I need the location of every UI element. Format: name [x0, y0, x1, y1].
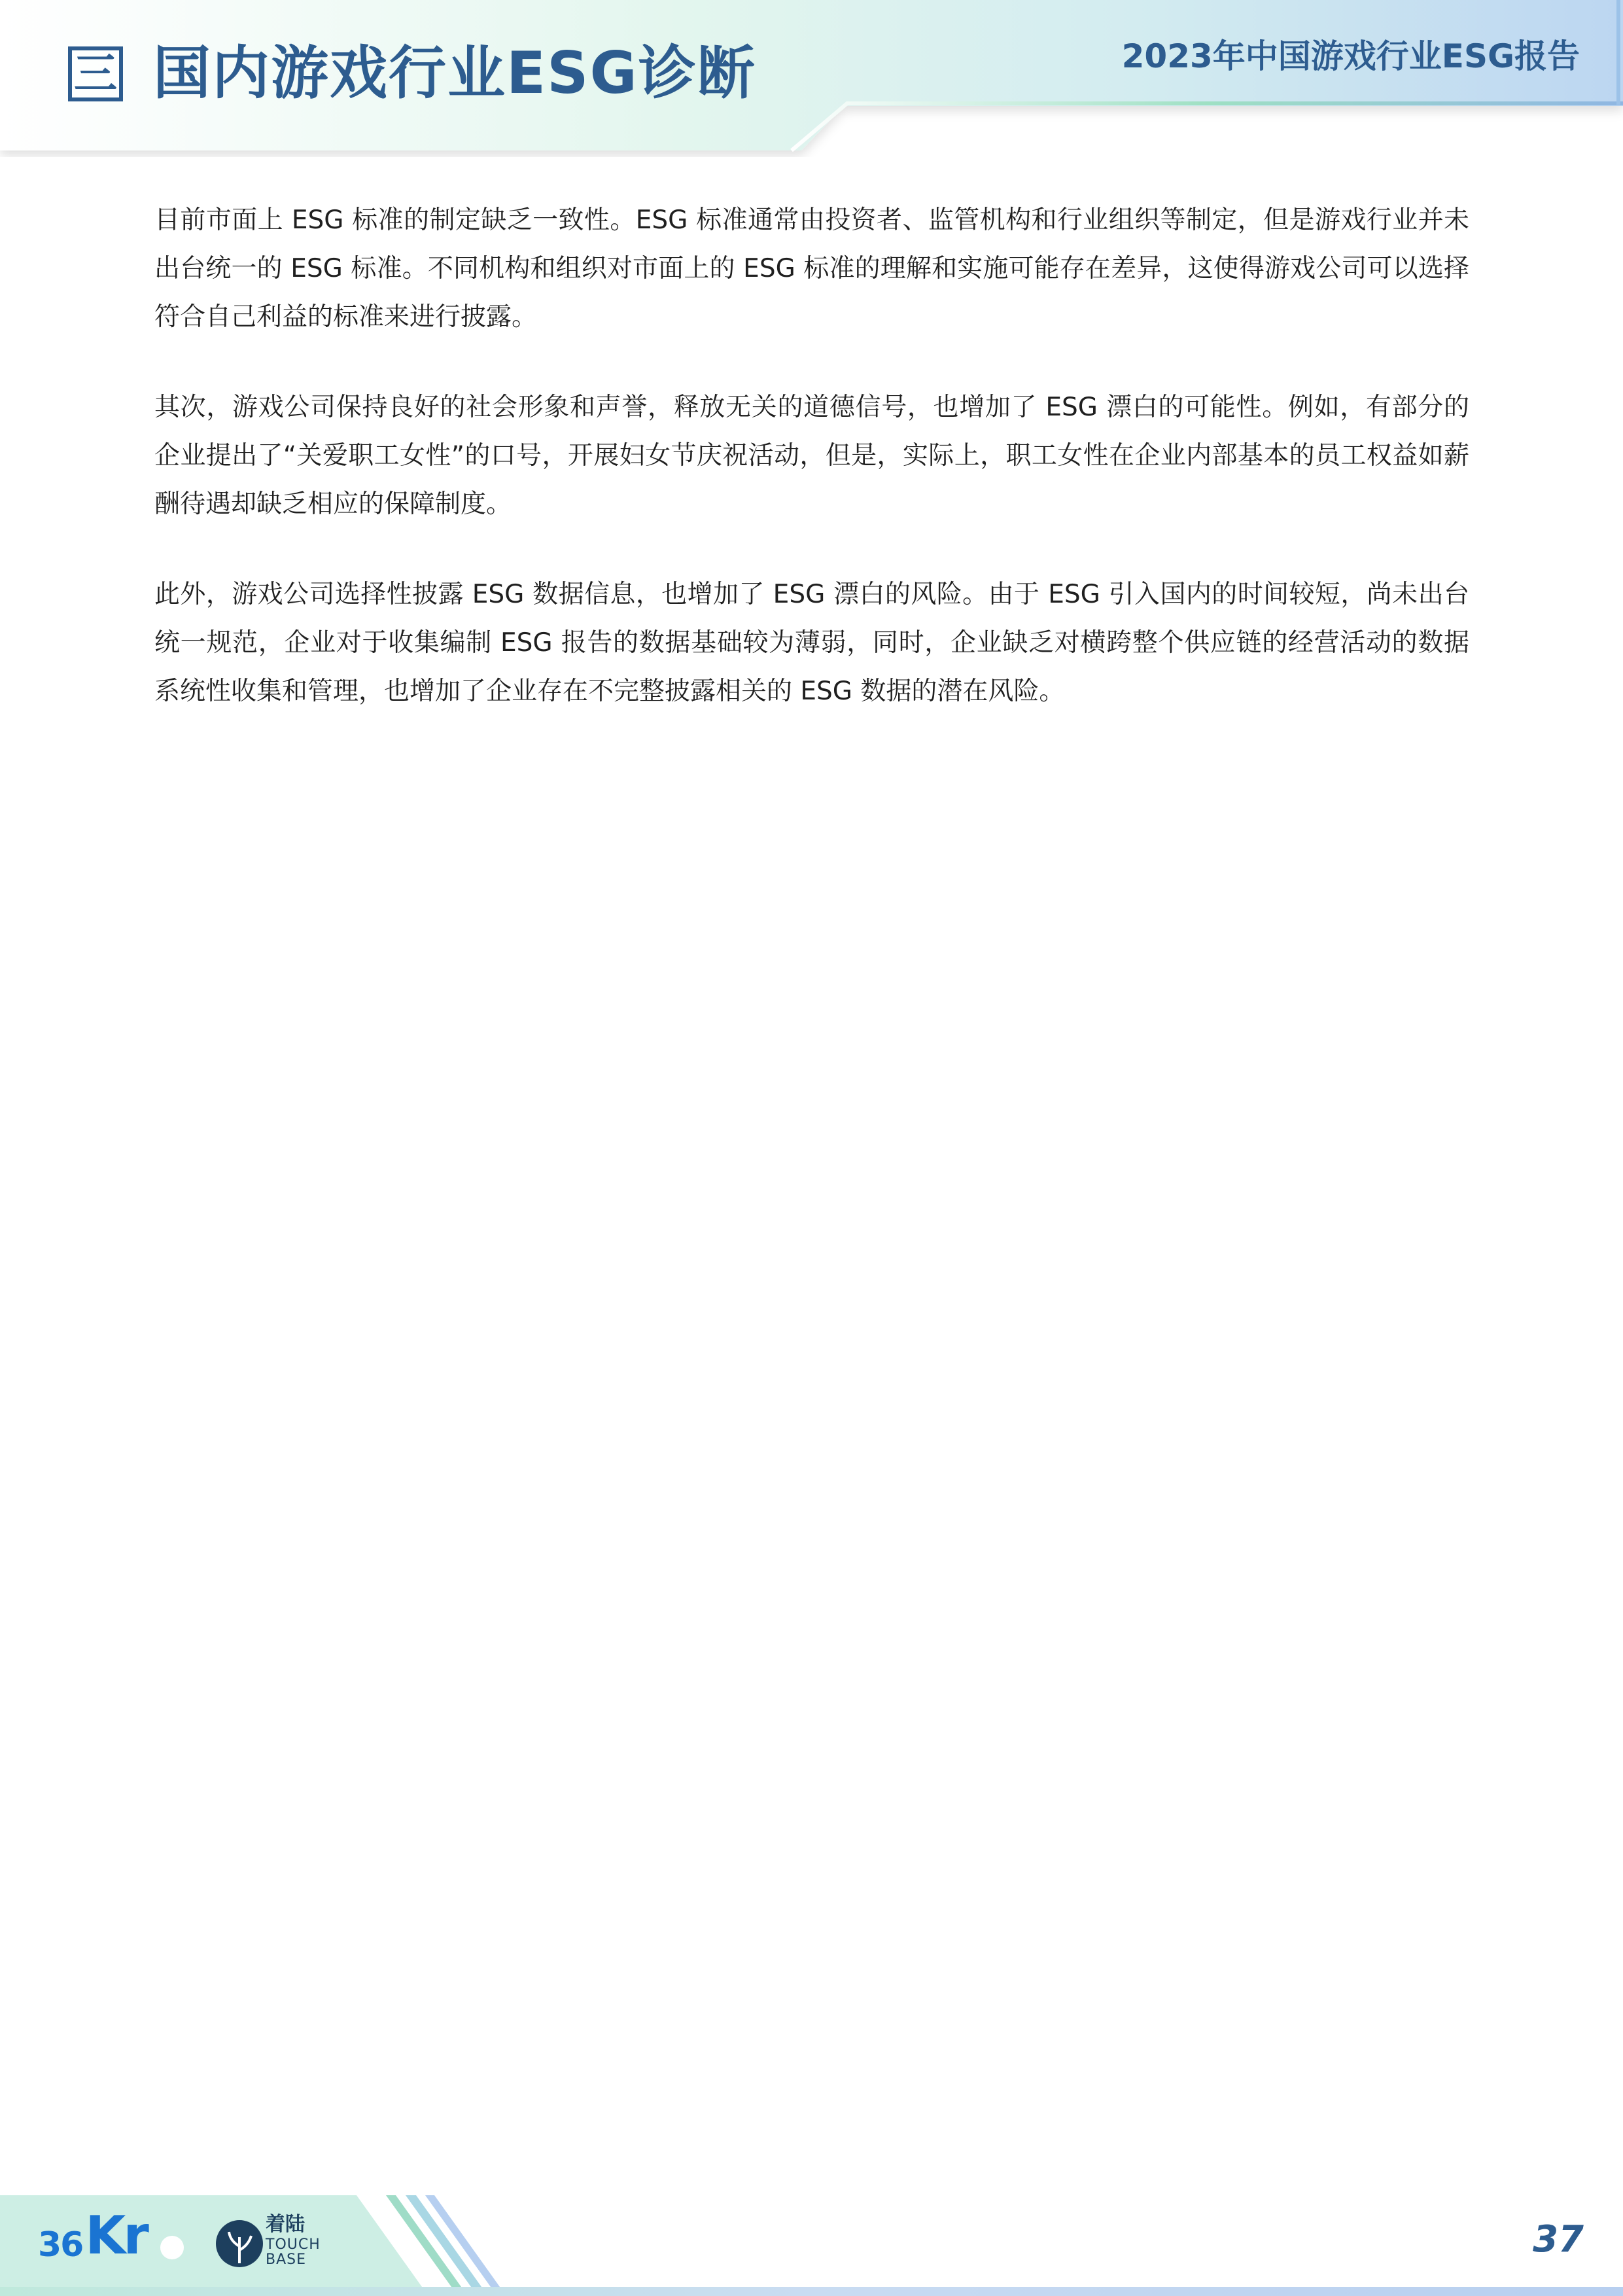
36kr-logo-number: 36: [38, 2225, 83, 2265]
paragraph-3: 此外，游戏公司选择性披露 ESG 数据信息，也增加了 ESG 漂白的风险。由于 ESG 引入国内的时间较短，尚未出台统一规范，企业对于收集编制 ESG 报告的数据基础较为薄弱，同时，企业缺乏对横跨整个供应链的经营活动的数据系统性收集和管理，也增加了企业存在不完整披露相关的 ESG 数据的潜在风险。: [154, 580, 1469, 706]
touchbase-en-2: BASE: [266, 2252, 307, 2269]
section-title: 国内游戏行业ESG诊断: [153, 39, 756, 107]
section-number-box: [68, 46, 123, 101]
36kr-logo: [38, 2205, 147, 2266]
touchbase-logo-icon: [213, 2217, 266, 2270]
touchbase-cn: 着陆: [266, 2213, 305, 2236]
touchbase-en-1: TOUCH: [266, 2236, 321, 2253]
36kr-logo-letters: Kr: [85, 2205, 147, 2266]
page-number: 37: [1533, 2218, 1584, 2261]
page-footer: [0, 2195, 1623, 2296]
report-title: 2023年中国游戏行业ESG报告: [1121, 37, 1580, 75]
section-number: 三: [74, 48, 117, 99]
paragraph-2: 其次，游戏公司保持良好的社会形象和声誉，释放无关的道德信号，也增加了 ESG 漂白的可能性。例如，有部分的企业提出了“关爱职工女性”的口号，开展妇女节庆祝活动，但是，实际上，职工女性在企业内部基本的员工权益如薪酬待遇却缺乏相应的保障制度。: [154, 393, 1469, 519]
paragraph-1: 目前市面上 ESG 标准的制定缺乏一致性。ESG 标准通常由投资者、监管机构和行业组织等制定，但是游戏行业并未出台统一的 ESG 标准。不同机构和组织对市面上的 ESG 标准的理解和实施可能存在差异，这使得游戏公司可以选择符合自己利益的标准来进行披露。: [154, 205, 1469, 332]
body-content: [154, 196, 1469, 758]
page-header: [0, 0, 1623, 157]
separator-dot: [160, 2236, 184, 2259]
touchbase-logo-text: [266, 2215, 321, 2267]
